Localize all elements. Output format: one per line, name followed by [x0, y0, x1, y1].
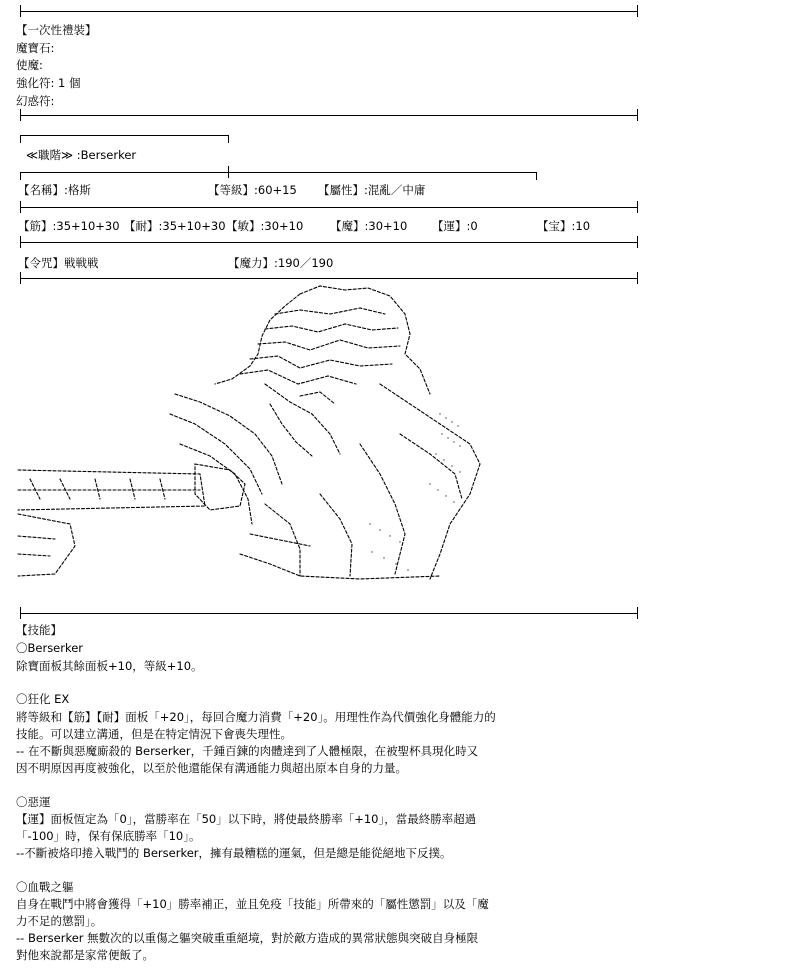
divider-tick [20, 272, 21, 284]
character-ascii-art [0, 284, 500, 590]
class-divider [20, 135, 228, 136]
skill-text: 對他來說都是家常便飯了。 [16, 948, 154, 962]
stat-magic: 【魔】:30+10 [330, 219, 408, 233]
skill-text: 自身在戰鬥中將會獲得「+10」勝率補正，並且免疫「技能」所帶來的「屬性懲罰」以及「魔 [16, 897, 489, 911]
divider-tick [637, 272, 638, 284]
skill-text: 將等級和【筋】【耐】面板「+20」，每回合魔力消費「+20」。用理性作為代價強化身體能力的 [16, 710, 496, 724]
divider-tick [637, 109, 638, 121]
skill-text: 「-100」時，保有保底勝率「10」。 [16, 829, 201, 843]
mana: 【魔力】:190／190 [228, 256, 334, 270]
skill-title: 〇惡運 [16, 795, 51, 809]
divider-tick [228, 166, 229, 178]
divider-tick [637, 607, 638, 619]
skills-header: 【技能】 [16, 623, 62, 637]
divider-tick [637, 5, 638, 17]
skill-title: 〇血戰之軀 [16, 880, 74, 894]
equipment-line: 幻惑符: [16, 94, 55, 108]
stats-divider [20, 207, 638, 208]
divider-tick [20, 135, 21, 143]
divider-tick [20, 109, 21, 121]
divider-tick [20, 201, 21, 213]
profile-level: 【等級】:60+15 [208, 183, 297, 197]
profile-name: 【名稱】:格斯 [18, 183, 91, 197]
stat-strength: 【筋】:35+10+30 [18, 219, 120, 233]
equipment-line: 強化符: 1 個 [16, 76, 81, 90]
divider-tick [536, 172, 537, 180]
equipment-divider [20, 115, 638, 116]
stats-bottom-divider [20, 242, 638, 243]
stat-luck: 【運】:0 [432, 219, 478, 233]
equipment-line: 魔寶石: [16, 41, 55, 55]
skill-title: 〇Berserker [16, 641, 84, 655]
divider-tick [228, 135, 229, 143]
skill-text: -- Berserker 無數次的以重傷之軀突破重重絕境，對於敵方造成的異常狀態與突破自身極限 [16, 931, 479, 945]
divider-tick [20, 236, 21, 248]
equipment-line: 使魔: [16, 58, 43, 72]
skill-text: 力不足的懲罰」。 [16, 914, 103, 928]
profile-attribute: 【屬性】:混亂／中庸 [318, 183, 426, 197]
divider-tick [20, 607, 21, 619]
class-label: ≪職階≫ :Berserker [26, 148, 137, 162]
skill-text: 除寶面板其餘面板+10，等級+10。 [16, 659, 203, 673]
divider-tick [637, 201, 638, 213]
stat-noble-phantasm: 【宝】:10 [537, 219, 591, 233]
skill-text: --不斷被烙印捲入戰鬥的 Berserker，擁有最糟糕的運氣，但是總是能從絕地下反撲。 [16, 846, 452, 860]
stat-endurance: 【耐】:35+10+30 [124, 219, 226, 233]
equipment-header: 【一次性禮裝】 [16, 23, 97, 37]
divider-tick [20, 172, 21, 180]
divider-tick [20, 5, 21, 17]
top-divider [20, 11, 638, 12]
skills-divider [20, 613, 638, 614]
skill-text: 【運】面板恆定為「0」，當勝率在「50」以下時，將使最終勝率「+10」，當最終勝率超過 [16, 812, 477, 826]
skill-text: -- 在不斷與惡魔廝殺的 Berserker，千鍾百鍊的肉體達到了人體極限，在被聖杯具現化時又 [16, 744, 479, 758]
divider-tick [637, 236, 638, 248]
profile-divider [20, 172, 536, 173]
skill-title: 〇狂化 EX [16, 692, 70, 706]
skill-text: 因不明原因再度被強化，以至於他還能保有溝通能力與超出原本自身的力量。 [16, 761, 407, 775]
mana-divider [20, 278, 638, 279]
stat-agility: 【敏】:30+10 [226, 219, 304, 233]
command-spell: 【令咒】戦戦戦 [18, 256, 99, 270]
skill-text: 技能。可以建立溝通，但是在特定情況下會喪失理性。 [16, 727, 292, 741]
